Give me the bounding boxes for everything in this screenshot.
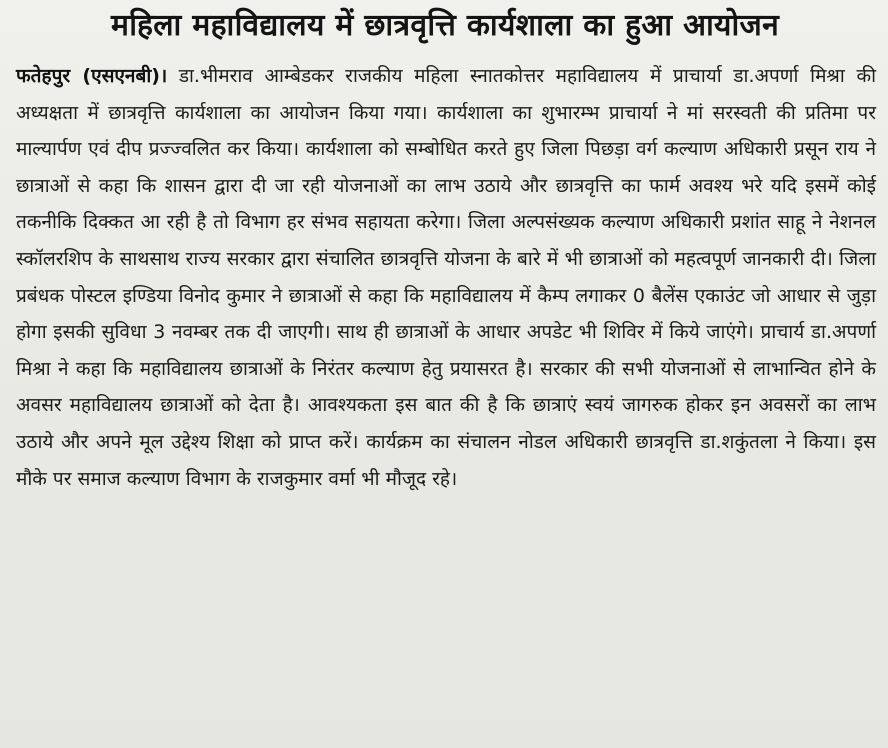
article-headline: महिला महाविद्यालय में छात्रवृत्ति कार्यशाला का हुआ आयोजन <box>110 8 780 43</box>
article-dateline: फतेहपुर (एसएनबी) <box>16 65 160 87</box>
article-body <box>16 58 876 497</box>
next-article-headline-cropped <box>12 728 878 748</box>
article-body-text: डा.भीमराव आम्बेडकर राजकीय महिला स्नातकोत्तर महाविद्यालय में प्राचार्या डा.अपर्णा मिश्रा की अध्यक्षता में छात्रवृत्ति कार्यशाला का आयोजन किया गया। कार्यशाला का शुभारम्भ प्राचार्या ने मां सरस्वती की प्रतिमा पर माल्यार्पण एवं दीप प्रज्ज्वलित कर किया। कार्यशाला को सम्बोधित करते हुए जिला पिछड़ा वर्ग कल्याण अधिकारी प्रसून राय ने छात्राओं से कहा कि शासन द्वारा दी जा रही योजनाओं का लाभ उठाये और छात्रवृत्ति का फार्म अवश्य भरे यदि इसमें कोई तकनीकि दिक्कत आ रही है तो विभाग हर संभव सहायता करेगा। जिला अल्पसंख्यक कल्याण अधिकारी प्रशांत साहू ने नेशनल स्कॉलरशिप के साथसाथ राज्य सरकार द्वारा संचालित छात्रवृत्ति योजना के बारे में भी छात्राओं को महत्वपूर्ण जानकारी दी। जिला प्रबंधक पोस्टल इण्डिया विनोद कुमार ने छात्राओं से कहा कि महाविद्यालय में कैम्प लगाकर 0 बैलेंस एकाउंट जो आधार से जुड़ा होगा इसकी सुविधा 3 नवम्बर तक दी जाएगी। साथ ही छात्राओं के आधार अपडेट भी शिविर में किये जाएंगे। प्राचार्य डा.अपर्णा मिश्रा ने कहा कि महाविद्यालय छात्राओं के निरंतर कल्याण हेतु प्रयासरत है। सरकार की सभी योजनाओं से लाभान्वित होने के अवसर महाविद्यालय छात्राओं को देता है। आवश्यकता इस बात की है कि छात्राएं स्वयं जागरुक होकर इन अवसरों का लाभ उठाये और अपने मूल उद्देश्य शिक्षा को प्राप्त करें। कार्यक्रम का संचालन नोडल अधिकारी छात्रवृत्ति डा.शकुंतला ने किया। इस मौके पर समाज कल्याण विभाग के राजकुमार वर्मा भी मौजूद रहे। <box>16 65 876 490</box>
dateline-separator: । <box>159 65 168 87</box>
